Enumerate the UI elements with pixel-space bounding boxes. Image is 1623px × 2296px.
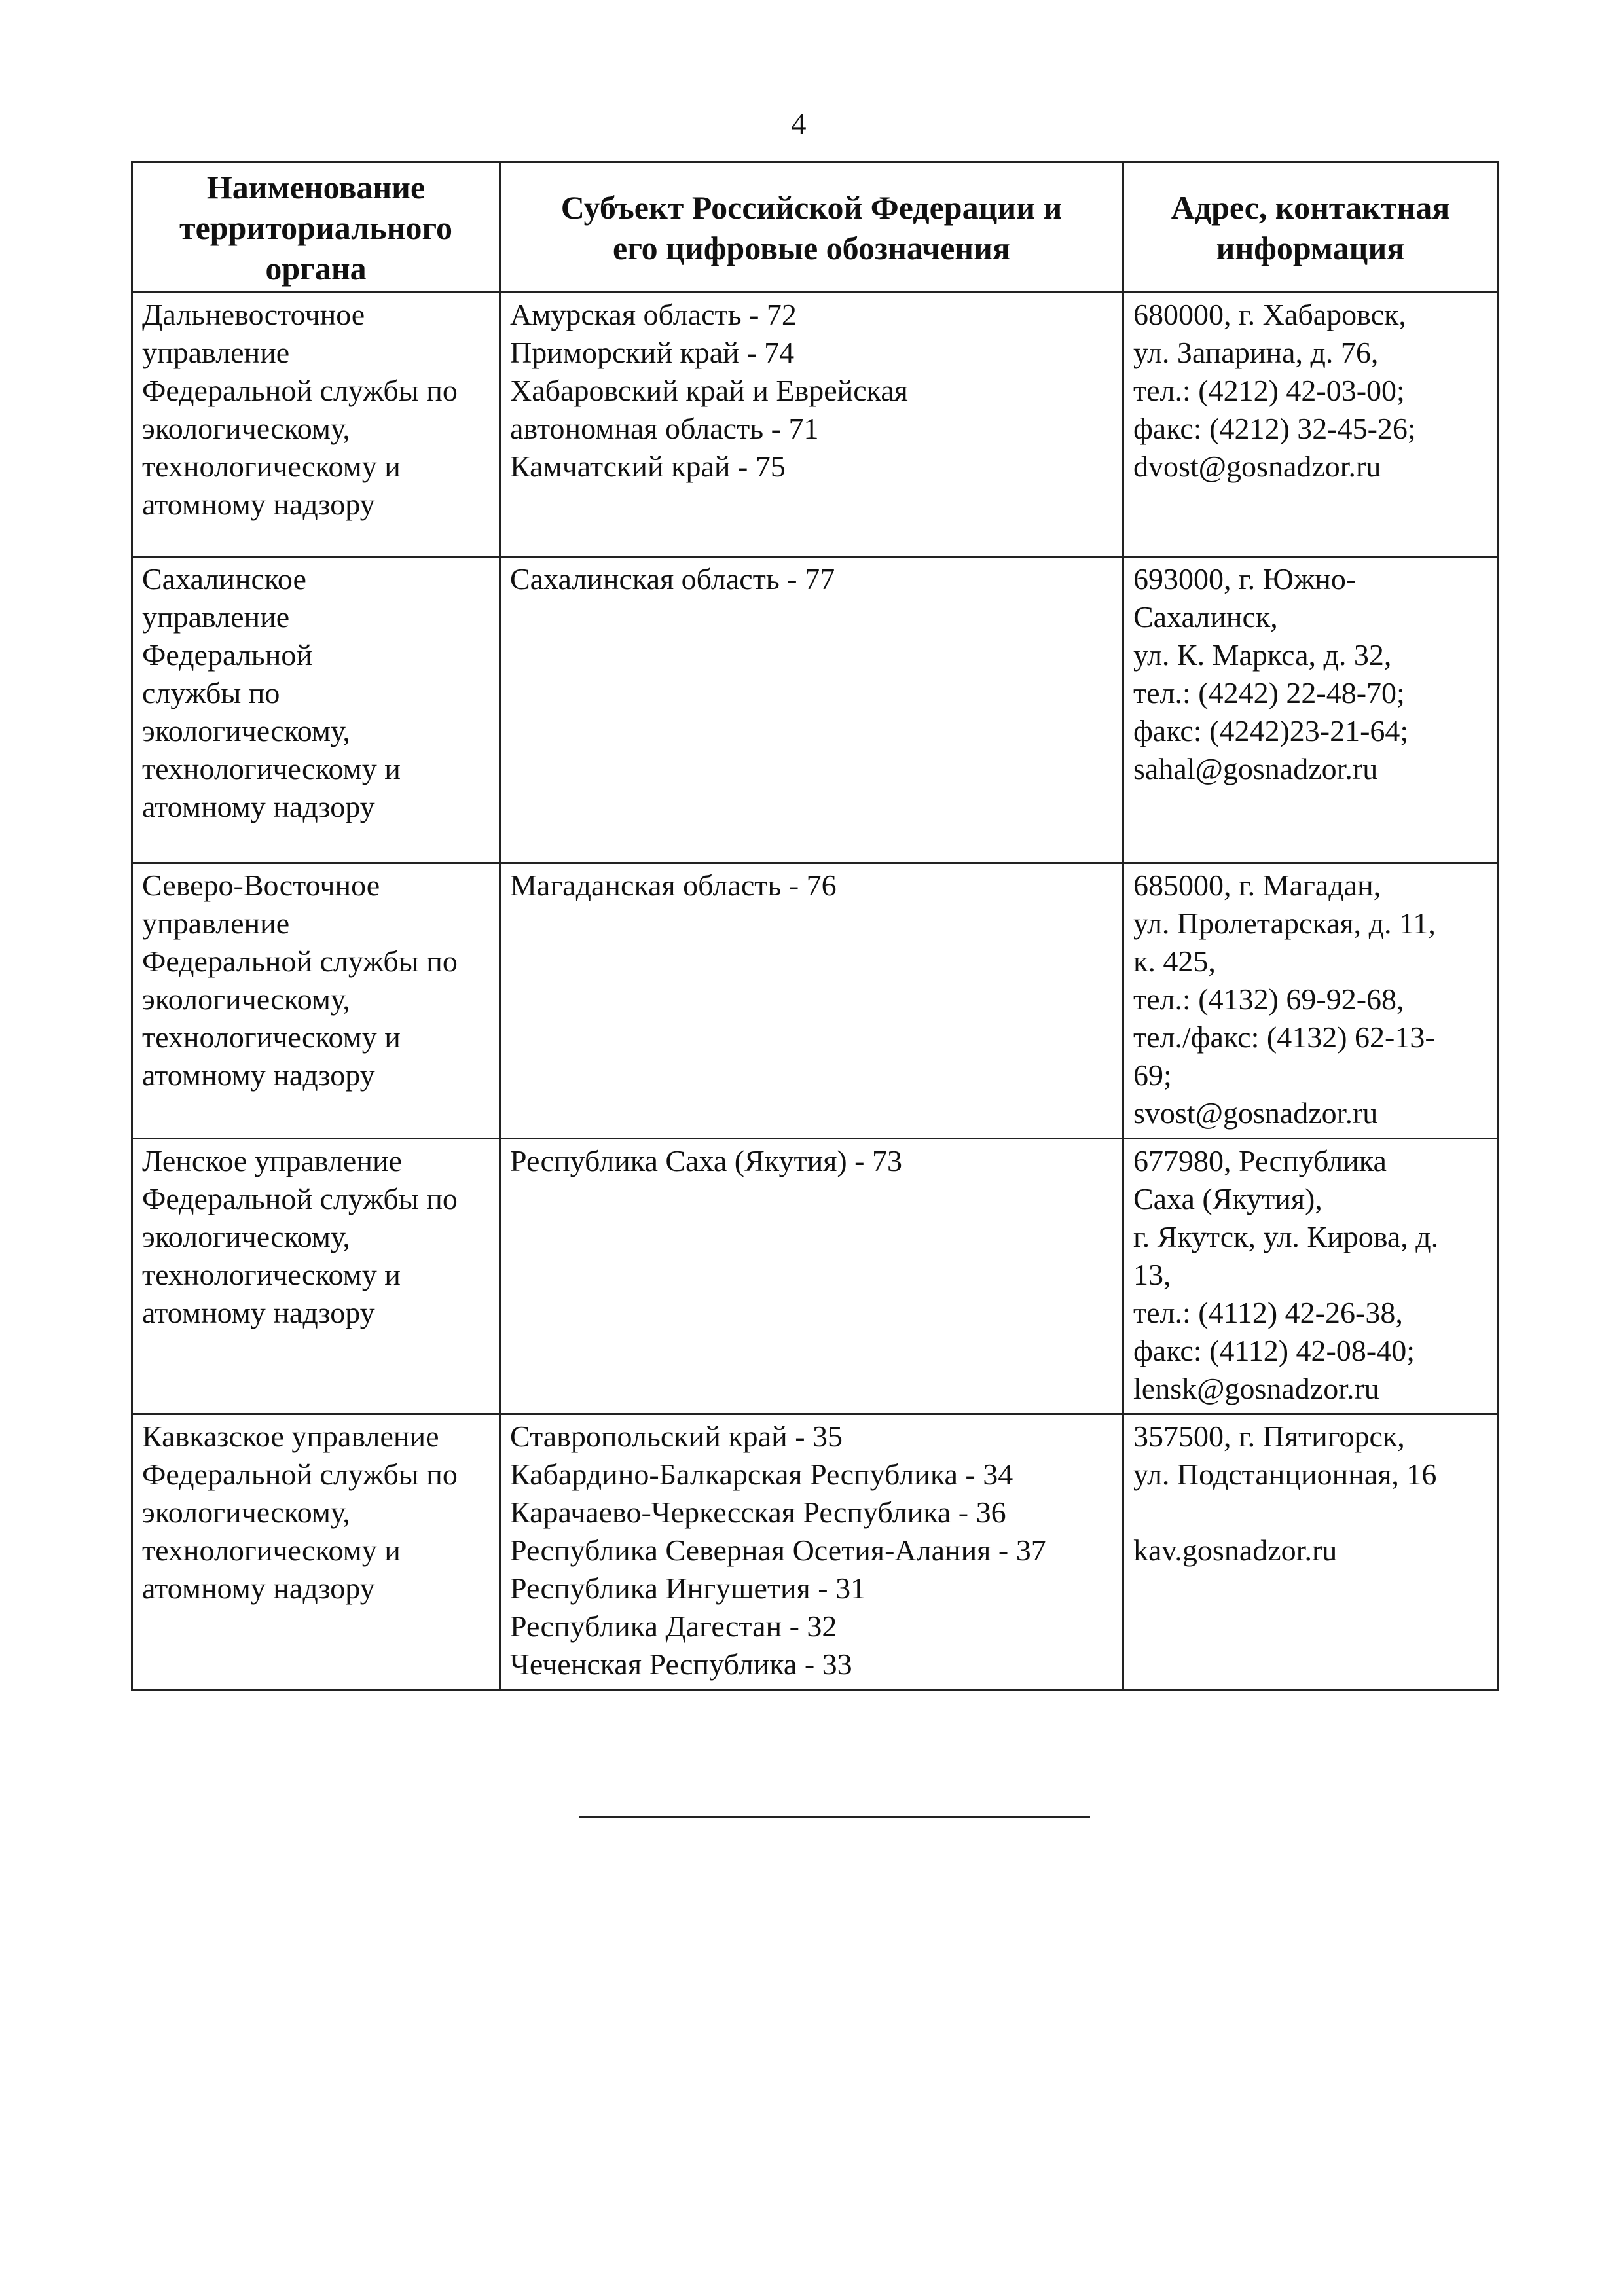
cell-line: 69; <box>1133 1058 1172 1092</box>
territorial-bodies-table <box>131 161 1499 1691</box>
cell-line: Кабардино-Балкарская Республика - 34 <box>510 1458 1013 1491</box>
cell-line: Сахалинск, <box>1133 600 1278 634</box>
header-row <box>132 162 1498 293</box>
cell-line: атомному надзору <box>142 1296 375 1329</box>
federal-subjects-cell <box>500 557 1123 863</box>
cell-line: Республика Дагестан - 32 <box>510 1609 837 1643</box>
cell-line: тел.: (4112) 42-26-38, <box>1133 1296 1403 1329</box>
cell-line: 693000, г. Южно- <box>1133 562 1357 596</box>
cell-line: Федеральной <box>142 638 312 672</box>
cell-line: тел.: (4242) 22-48-70; <box>1133 676 1405 709</box>
cell-line: 357500, г. Пятигорск, <box>1133 1420 1405 1453</box>
cell-line: технологическому и <box>142 1020 401 1054</box>
organ-name-cell <box>132 293 500 557</box>
cell-line: Чеченская Республика - 33 <box>510 1647 852 1681</box>
cell-line: атомному надзору <box>142 1571 375 1605</box>
organ-name-cell <box>132 1139 500 1414</box>
federal-subjects-cell <box>500 863 1123 1139</box>
contact-info-cell <box>1123 557 1498 863</box>
email-text: kav.gosnadzor.ru <box>1133 1534 1338 1567</box>
cell-line: 13, <box>1133 1258 1171 1291</box>
cell-line: технологическому и <box>142 1534 401 1567</box>
cell-line: Федеральной службы по <box>142 1458 458 1491</box>
cell-line: Ставропольский край - 35 <box>510 1420 843 1453</box>
cell-line: Федеральной службы по <box>142 944 458 978</box>
cell-line: ул. Запарина, д. 76, <box>1133 336 1379 369</box>
cell-line: 685000, г. Магадан, <box>1133 869 1381 902</box>
cell-line: Республика Саха (Якутия) - 73 <box>510 1144 902 1177</box>
cell-line: Приморский край - 74 <box>510 336 795 369</box>
cell-line: Сахалинская область - 77 <box>510 562 835 596</box>
cell-line: Хабаровский край и Еврейская <box>510 374 908 407</box>
table-row <box>132 557 1498 863</box>
cell-line: службы по <box>142 676 280 709</box>
cell-line: Магаданская область - 76 <box>510 869 837 902</box>
cell-line: Амурская область - 72 <box>510 298 797 331</box>
organ-name-cell <box>132 1414 500 1690</box>
cell-line <box>1133 1494 1489 1532</box>
cell-line: экологическому, <box>142 412 350 445</box>
email-text: svost@gosnadzor.ru <box>1133 1096 1378 1130</box>
cell-line: тел.: (4212) 42-03-00; <box>1133 374 1405 407</box>
cell-line: Федеральной службы по <box>142 374 458 407</box>
cell-line: экологическому, <box>142 982 350 1016</box>
cell-line: экологическому, <box>142 1496 350 1529</box>
cell-line: 680000, г. Хабаровск, <box>1133 298 1406 331</box>
cell-line: Камчатский край - 75 <box>510 450 786 483</box>
contact-info-cell <box>1123 1139 1498 1414</box>
cell-line: Кавказское управление <box>142 1420 439 1453</box>
cell-line: Республика Северная Осетия-Алания - 37 <box>510 1534 1046 1567</box>
email-text: sahal@gosnadzor.ru <box>1133 752 1378 785</box>
header-organ-name <box>132 162 500 293</box>
table-row <box>132 1139 1498 1414</box>
cell-line: управление <box>142 336 290 369</box>
cell-line: к. 425, <box>1133 944 1216 978</box>
email-text: dvost@gosnadzor.ru <box>1133 450 1381 483</box>
cell-line: технологическому и <box>142 752 401 785</box>
header-line: Субъект Российской Федерации и <box>560 189 1063 226</box>
cell-line: Карачаево-Черкесская Республика - 36 <box>510 1496 1006 1529</box>
organ-name-cell <box>132 557 500 863</box>
table-row <box>132 1414 1498 1690</box>
cell-line: ул. Подстанционная, 16 <box>1133 1458 1437 1491</box>
cell-line: тел.: (4132) 69-92-68, <box>1133 982 1404 1016</box>
email-text: lensk@gosnadzor.ru <box>1133 1372 1379 1405</box>
table-row <box>132 863 1498 1139</box>
cell-line: Северо-Восточное <box>142 869 380 902</box>
header-line: территориального <box>179 209 452 246</box>
cell-line: технологическому и <box>142 450 401 483</box>
cell-line: автономная область - 71 <box>510 412 819 445</box>
cell-line: Сахалинское <box>142 562 306 596</box>
header-line: Наименование <box>206 169 426 206</box>
federal-subjects-cell <box>500 1414 1123 1690</box>
header-line: его цифровые обозначения <box>613 230 1010 266</box>
cell-line: экологическому, <box>142 1220 350 1253</box>
cell-line: факс: (4242)23-21-64; <box>1133 714 1409 747</box>
cell-line: Федеральной службы по <box>142 1182 458 1215</box>
cell-line: управление <box>142 906 290 940</box>
end-of-document-rule <box>579 1816 1090 1818</box>
page-number: 4 <box>791 107 807 140</box>
table-body <box>132 293 1498 1690</box>
cell-line: управление <box>142 600 290 634</box>
header-line: информация <box>1216 230 1405 266</box>
cell-line: Саха (Якутия), <box>1133 1182 1322 1215</box>
contact-info-cell <box>1123 863 1498 1139</box>
table-header <box>132 162 1498 293</box>
cell-line: атомному надзору <box>142 790 375 823</box>
cell-line: тел./факс: (4132) 62-13- <box>1133 1020 1435 1054</box>
cell-line: 677980, Республика <box>1133 1144 1387 1177</box>
contact-info-cell <box>1123 293 1498 557</box>
cell-line: факс: (4112) 42-08-40; <box>1133 1334 1415 1367</box>
header-address-contacts <box>1123 162 1498 293</box>
contact-info-cell <box>1123 1414 1498 1690</box>
federal-subjects-cell <box>500 1139 1123 1414</box>
header-line: органа <box>265 250 367 287</box>
cell-line: Республика Ингушетия - 31 <box>510 1571 866 1605</box>
table-row <box>132 293 1498 557</box>
cell-line: Дальневосточное <box>142 298 365 331</box>
cell-line: атомному надзору <box>142 1058 375 1092</box>
cell-line: атомному надзору <box>142 488 375 521</box>
organ-name-cell <box>132 863 500 1139</box>
cell-line: ул. Пролетарская, д. 11, <box>1133 906 1436 940</box>
header-federal-subject <box>500 162 1123 293</box>
cell-line: Ленское управление <box>142 1144 402 1177</box>
cell-line: экологическому, <box>142 714 350 747</box>
header-line: Адрес, контактная <box>1171 189 1450 226</box>
cell-line: технологическому и <box>142 1258 401 1291</box>
cell-line: ул. К. Маркса, д. 32, <box>1133 638 1392 672</box>
cell-line: г. Якутск, ул. Кирова, д. <box>1133 1220 1439 1253</box>
cell-line: факс: (4212) 32-45-26; <box>1133 412 1416 445</box>
federal-subjects-cell <box>500 293 1123 557</box>
